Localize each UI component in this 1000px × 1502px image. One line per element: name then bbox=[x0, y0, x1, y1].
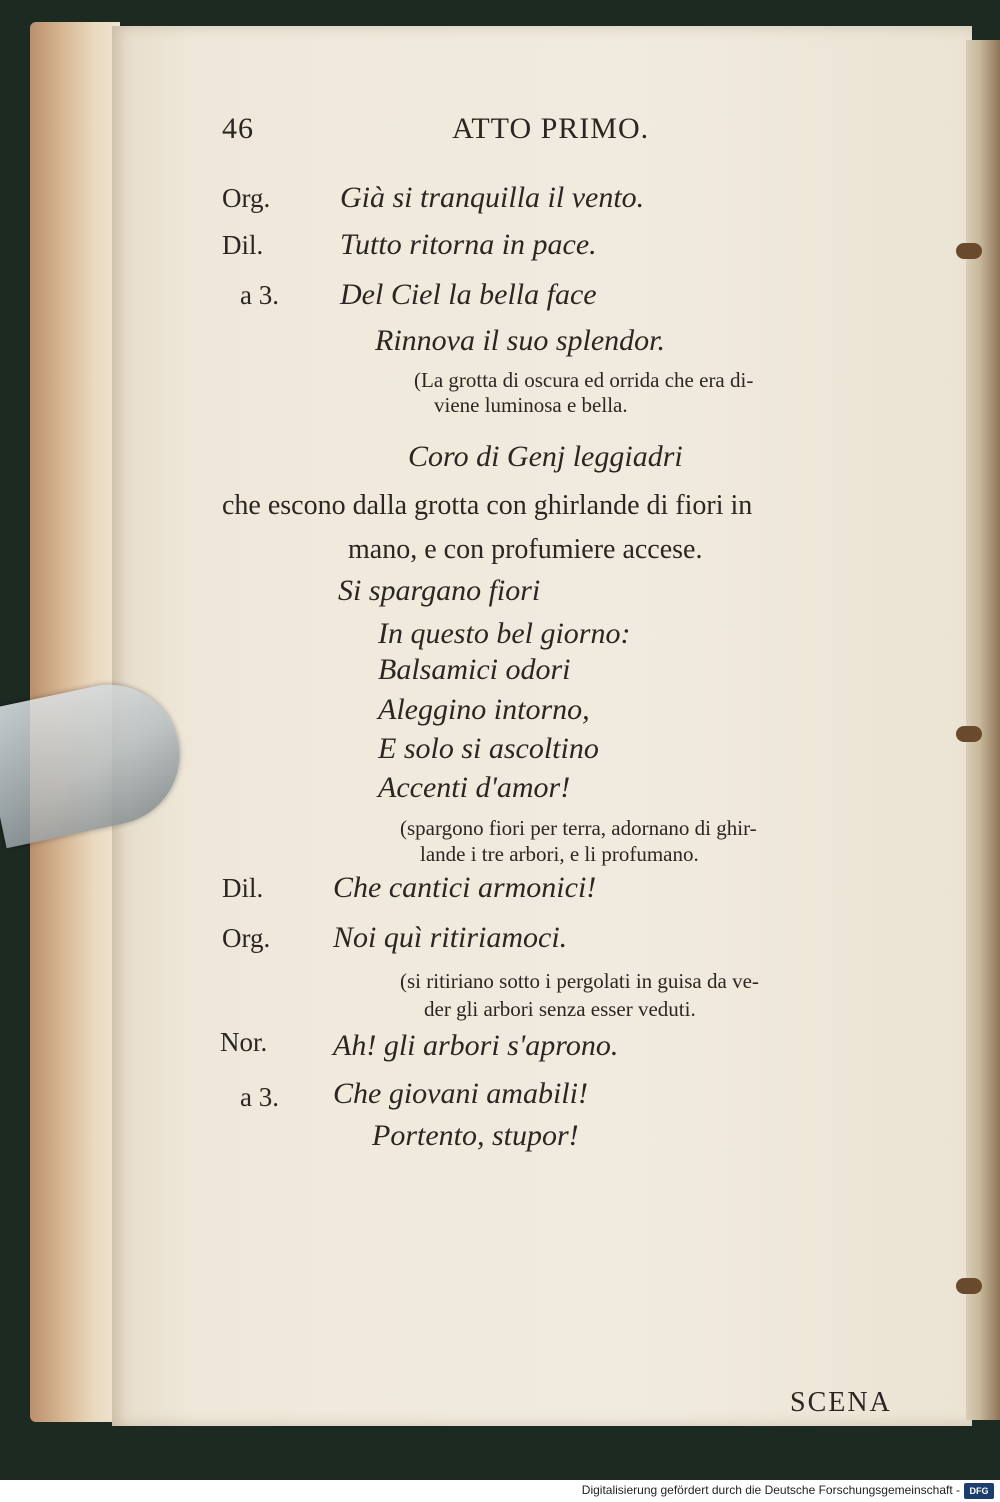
funding-credit: Digitalisierung gefördert durch die Deutsche Forschungsgemeinschaft - bbox=[581, 1483, 960, 1497]
catchword: SCENA bbox=[790, 1387, 892, 1418]
speaker-label: a 3. bbox=[240, 280, 279, 310]
binding-stitch bbox=[956, 1278, 982, 1294]
chorus-heading: Coro di Genj leggiadri bbox=[408, 440, 683, 473]
verse-line: Tutto ritorna in pace. bbox=[340, 228, 597, 261]
chorus-description: che escono dalla grotta con ghirlande di fiori in bbox=[222, 490, 753, 521]
stage-direction: (si ritiriano sotto i pergolati in guisa da ve- bbox=[400, 969, 759, 993]
speaker-label: Dil. bbox=[222, 230, 264, 260]
verse-line: Del Ciel la bella face bbox=[340, 278, 597, 311]
verse-line: In questo bel giorno: bbox=[378, 617, 631, 650]
binding-stitch bbox=[956, 726, 982, 742]
verse-line: Accenti d'amor! bbox=[378, 771, 571, 804]
verse-line: Già si tranquilla il vento. bbox=[340, 181, 645, 214]
verse-line: E solo si ascoltino bbox=[378, 732, 599, 765]
binding-stitch bbox=[956, 243, 982, 259]
verse-line: Balsamici odori bbox=[378, 653, 571, 686]
page-number: 46 bbox=[222, 112, 254, 145]
stage-direction: lande i tre arbori, e li profumano. bbox=[420, 842, 699, 866]
speaker-label: Org. bbox=[222, 183, 271, 213]
stage-direction: (La grotta di oscura ed orrida che era di- bbox=[414, 368, 754, 392]
stage-direction: (spargono fiori per terra, adornano di ghir- bbox=[400, 816, 757, 840]
verse-line: Ah! gli arbori s'aprono. bbox=[333, 1029, 619, 1062]
running-head: ATTO PRIMO. bbox=[452, 112, 650, 145]
speaker-label: Dil. bbox=[222, 873, 264, 903]
dfg-logo: DFG bbox=[964, 1483, 994, 1499]
stage-direction: viene luminosa e bella. bbox=[434, 393, 628, 417]
speaker-label: Org. bbox=[222, 923, 271, 953]
verse-line: Portento, stupor! bbox=[372, 1119, 579, 1152]
speaker-label: Nor. bbox=[220, 1027, 268, 1057]
verse-line: Noi quì ritiriamoci. bbox=[333, 921, 568, 954]
verse-line: Si spargano fiori bbox=[338, 574, 541, 607]
verse-line: Rinnova il suo splendor. bbox=[375, 324, 665, 357]
speaker-label: a 3. bbox=[240, 1082, 279, 1112]
verse-line: Aleggino intorno, bbox=[378, 693, 590, 726]
chorus-description: mano, e con profumiere accese. bbox=[348, 534, 703, 565]
footer-bar bbox=[0, 1480, 1000, 1502]
stage-direction: der gli arbori senza esser veduti. bbox=[424, 997, 696, 1021]
verse-line: Che giovani amabili! bbox=[333, 1077, 588, 1110]
verse-line: Che cantici armonici! bbox=[333, 871, 597, 904]
